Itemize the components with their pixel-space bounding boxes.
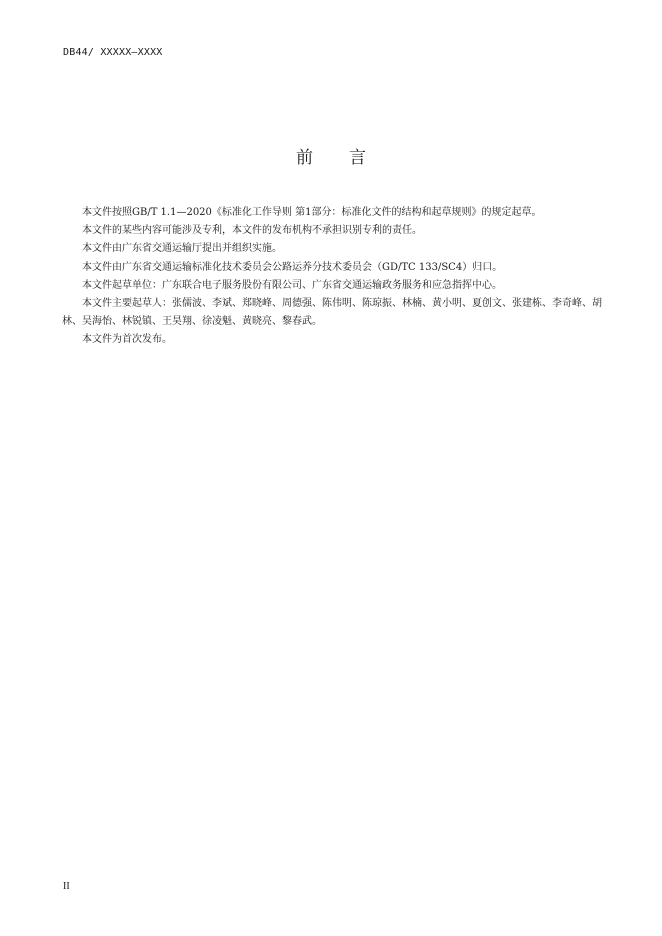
document-code: DB44/ XXXXX—XXXX [63, 47, 163, 58]
foreword-body [62, 204, 602, 350]
paragraph-drafting-units: 本文件起草单位：广东联合电子服务股份有限公司、广东省交通运输政务服务和应急指挥中心。 [82, 279, 502, 291]
paragraph-drafting-rules: 本文件按照GB/T 1.1—2020《标准化工作导则 第1部分：标准化文件的结构和起草规则》的规定起草。 [82, 207, 542, 218]
paragraph-responsible-committee: 本文件由广东省交通运输标准化技术委员会公路运养分技术委员会（GD/TC 133/SC4）归口。 [82, 261, 503, 273]
paragraph-first-release: 本文件为首次发布。 [82, 334, 172, 346]
paragraph-patent-notice: 本文件的某些内容可能涉及专利，本文件的发布机构不承担识别专利的责任。 [82, 225, 422, 237]
paragraph-proposer: 本文件由广东省交通运输厅提出并组织实施。 [82, 243, 282, 255]
title-char-2: 言 [349, 148, 366, 168]
section-title [0, 143, 662, 168]
page-number: II [63, 881, 70, 892]
title-char-1: 前 [296, 148, 313, 168]
paragraph-main-drafters: 本文件主要起草人：张儒波、李斌、郑晓峰、周德强、陈伟明、陈琼振、林楠、黄小明、夏创文、张建栋、李奇峰、胡林、吴海怡、林锐镇、王昊翔、徐凌魁、黄晓亮、黎春武。 [62, 298, 602, 328]
